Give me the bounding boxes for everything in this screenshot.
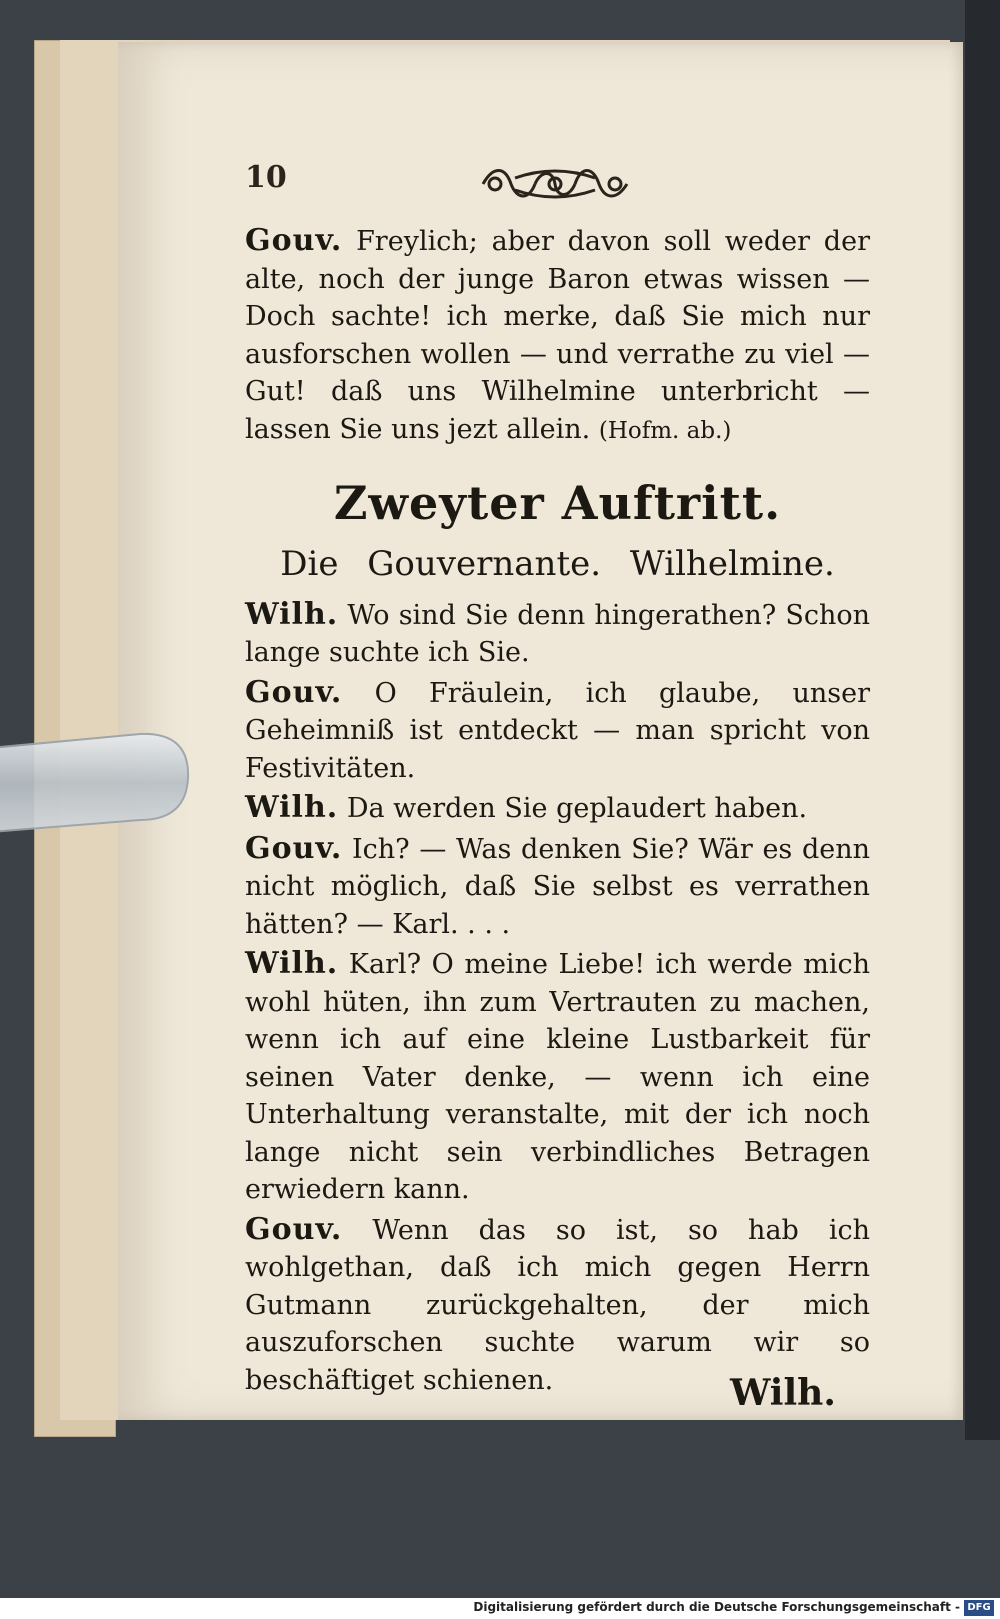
scene-persons: Die Gouvernante. Wilhelmine. [280,544,835,584]
speaker-name: Wilh. [245,946,339,981]
footer-credit: Digitalisierung gefördert durch die Deutsche Forschungsgemeinschaft - [473,1600,960,1614]
speaker-name: Gouv. [245,674,343,710]
page-clip-icon [0,728,200,838]
dialogue-paragraph [245,674,870,788]
page-number: 10 [245,160,287,195]
page-header [245,160,885,210]
dialogue-text: Wo sind Sie denn hingerathen? Schon lange suchte ich Sie. [245,599,870,668]
speaker-name: Gouv. [245,830,343,866]
catchword: Wilh. [730,1372,836,1414]
page-text [245,222,870,1401]
dialogue-text: Da werden Sie geplaudert haben. [346,793,808,824]
speaker-name: Wilh. [245,790,339,825]
dialogue-text: Freylich; aber davon soll weder der alte, noch der junge Baron etwas wissen — Doch sachte! ich merke, daß Sie mich nur ausforschen wollen — und verrathe zu viel — Gut! daß uns Wilhelmine unterbricht — lassen Sie uns jezt allein. [245,226,870,445]
footer-bar [0,1598,1000,1619]
dialogue-paragraph [245,945,870,1209]
dialogue-text: Wenn das so ist, so hab ich wohlgethan, daß ich mich gegen Herrn Gutmann zurückgehalten, der mich auszuforschen suchte warum wir so beschäftiget schienen. [245,1214,870,1396]
scene-title: Zweyter Auftritt. [333,476,782,530]
dialogue-paragraph [245,830,870,944]
dfg-logo: DFG [964,1600,994,1616]
stage-direction: (Hofm. ab.) [598,417,732,444]
dialogue-paragraph [245,596,870,672]
book-spine [965,0,1000,1440]
speaker-name: Wilh. [245,596,339,632]
dialogue-paragraph [245,222,870,450]
dialogue-paragraph [245,1211,870,1400]
dialogue-text: Karl? O meine Liebe! ich werde mich wohl hüten, ihn zum Vertrauten zu machen, wenn ich auf eine kleine Lustbarkeit für seinen Vater denke, — wenn ich eine Unterhaltung veranstalte, mit der ich noch lange nicht sein verbindliches Betragen erwiedern kann. [245,949,870,1205]
dialogue-paragraph [245,789,870,828]
speaker-name: Gouv. [245,1211,343,1247]
ornament-vignette-icon [475,160,635,208]
speaker-name: Gouv. [245,223,343,258]
dialogue-text: O Fräulein, ich glaube, unser Geheimniß ist entdeckt — man spricht von Festivitäten. [245,677,870,784]
dialogue-text: Ich? — Was denken Sie? Wär es denn nicht möglich, daß Sie selbst es verrathen hätten? — Karl. . . . [245,833,870,940]
